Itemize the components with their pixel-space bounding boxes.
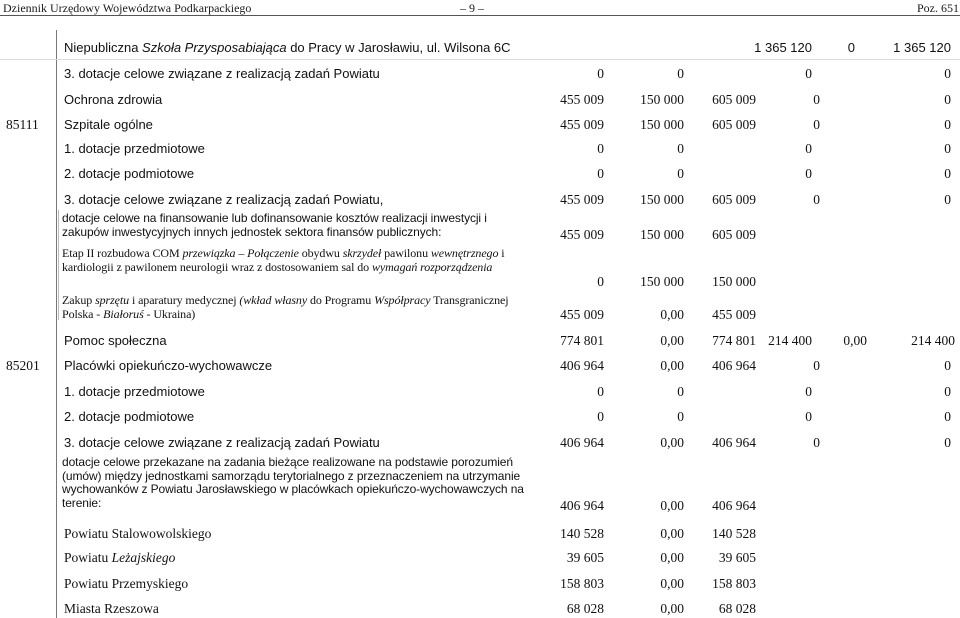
table-cell: 0 [597,166,604,181]
table-cell: 68 028 [566,601,604,616]
table-cell: 150 000 [640,117,684,132]
table-cell: 0,00 [843,333,867,348]
table-cell: 0 [805,166,812,181]
table-cell: 140 528 [560,526,604,541]
table-cell: 0 [677,166,684,181]
table-cell: 605 009 [712,192,756,207]
table-cell: 39 605 [566,550,604,565]
table-row-name: 2. dotacje podmiotowe [64,409,195,424]
table-row-description: dotacje celowe na finansowanie lub dofinansowanie kosztów realizacji inwestycji i zakupów inwestycyjnych innych jednostek sektora finansów publicznych: [62,211,487,239]
table-cell: 0 [677,384,684,399]
row-rule [0,59,960,60]
table-cell: 406 964 [712,498,756,513]
table-cell: 140 528 [712,526,756,541]
table-cell: 0 [597,274,604,289]
table-cell: 0 [944,384,951,399]
table-cell: 0 [813,192,820,207]
table-cell: 0 [847,40,855,55]
table-cell: 0 [944,358,951,373]
table-cell: 406 964 [712,358,756,373]
table-cell: 0 [944,92,951,107]
table-cell: 774 801 [560,333,604,348]
table-row-name: 1. dotacje przedmiotowe [64,384,205,399]
table-cell: 0 [597,141,604,156]
page-number: – 9 – [460,1,484,15]
table-cell: 150 000 [640,274,684,289]
table-cell: 214 400 [911,333,955,348]
table-row-name: Pomoc społeczna [64,333,167,348]
table-cell: 0,00 [660,435,684,450]
table-cell: 150 000 [640,192,684,207]
table-row-name: Miasta Rzeszowa [64,601,159,616]
table-cell: 0 [944,435,951,450]
table-row-name: 3. dotacje celowe związane z realizacją zadań Powiatu, [64,192,384,207]
table-cell: 455 009 [560,192,604,207]
table-cell: 0 [944,117,951,132]
table-cell: 0 [805,141,812,156]
table-row-name: 3. dotacje celowe związane z realizacją zadań Powiatu [64,66,380,81]
table-cell: 0,00 [660,333,684,348]
table-cell: 774 801 [712,333,756,348]
table-cell: 0,00 [660,576,684,591]
classification-code: 85111 [6,117,39,132]
table-cell: 455 009 [560,307,604,322]
table-row-description: Zakup sprzętu i aparatury medycznej (wkład własny do Programu Współpracy Transgranicznej Polska - Białoruś - Ukraina) [62,293,509,321]
table-cell: 0 [677,141,684,156]
table-row-name: Powiatu Leżajskiego [64,550,176,565]
table-cell: 0,00 [660,498,684,513]
table-cell: 0 [813,435,820,450]
position-number: Poz. 651 [917,1,959,15]
column-divider-inner [58,210,59,320]
table-cell: 1 365 120 [893,40,951,55]
table-row-name: Powiatu Przemyskiego [64,576,189,591]
classification-code: 85201 [6,358,40,373]
table-cell: 455 009 [560,227,604,242]
table-cell: 0 [813,92,820,107]
table-cell: 0,00 [660,358,684,373]
table-cell: 0 [677,66,684,81]
table-row-name: Powiatu Stalowowolskiego [64,526,212,541]
table-cell: 455 009 [712,307,756,322]
table-cell: 0 [944,141,951,156]
table-cell: 150 000 [712,274,756,289]
table-cell: 0 [805,384,812,399]
table-cell: 0 [805,66,812,81]
table-cell: 1 365 120 [754,40,812,55]
table-cell: 0 [944,192,951,207]
table-cell: 406 964 [560,358,604,373]
table-row-description: dotacje celowe przekazane na zadania bieżące realizowane na podstawie porozumień (umów) między jednostkami samorządu terytorialnego z przeznaczeniem na utrzymanie wychowanków z Powiatu Jarosławskiego w placówkach opiekuńczo-wychowawczych na terenie: [62,455,524,510]
table-cell: 0 [813,117,820,132]
table-cell: 0 [805,409,812,424]
table-cell: 68 028 [718,601,756,616]
table-cell: 0 [944,166,951,181]
table-row-name: Niepubliczna Szkoła Przysposabiająca do Pracy w Jarosławiu, ul. Wilsona 6C [64,40,511,55]
table-cell: 406 964 [560,498,604,513]
table-row-name: 2. dotacje podmiotowe [64,166,195,181]
table-cell: 0 [944,66,951,81]
table-cell: 455 009 [560,117,604,132]
table-cell: 0 [813,358,820,373]
table-cell: 0 [597,409,604,424]
table-cell: 605 009 [712,227,756,242]
journal-title: Dziennik Urzędowy Województwa Podkarpackiego [3,1,252,15]
table-cell: 406 964 [712,435,756,450]
table-cell: 0 [597,384,604,399]
table-cell: 0 [677,409,684,424]
table-cell: 158 803 [712,576,756,591]
table-cell: 150 000 [640,92,684,107]
table-row-name: 3. dotacje celowe związane z realizacją zadań Powiatu [64,435,380,450]
table-row-name: Ochrona zdrowia [64,92,163,107]
table-cell: 214 400 [768,333,812,348]
table-cell: 0,00 [660,307,684,322]
table-cell: 406 964 [560,435,604,450]
table-row-name: Placówki opiekuńczo-wychowawcze [64,358,273,373]
table-cell: 150 000 [640,227,684,242]
column-divider [56,30,57,618]
table-row-name: 1. dotacje przedmiotowe [64,141,205,156]
table-cell: 0 [944,409,951,424]
table-cell: 0,00 [660,526,684,541]
table-cell: 39 605 [718,550,756,565]
table-row-name: Szpitale ogólne [64,117,153,132]
table-cell: 0,00 [660,601,684,616]
table-row-description: Etap II rozbudowa COM przewiązka – Połączenie obydwu skrzydeł pawilonu wewnętrznego i kardiologii z pawilonem neurologii wraz z dostosowaniem sal do wymagań rozporządzenia [62,246,505,274]
table-cell: 455 009 [560,92,604,107]
header-rule [0,15,960,16]
page-header [0,0,960,16]
table-cell: 605 009 [712,117,756,132]
table-cell: 0,00 [660,550,684,565]
table-cell: 605 009 [712,92,756,107]
table-cell: 158 803 [560,576,604,591]
table-cell: 0 [597,66,604,81]
